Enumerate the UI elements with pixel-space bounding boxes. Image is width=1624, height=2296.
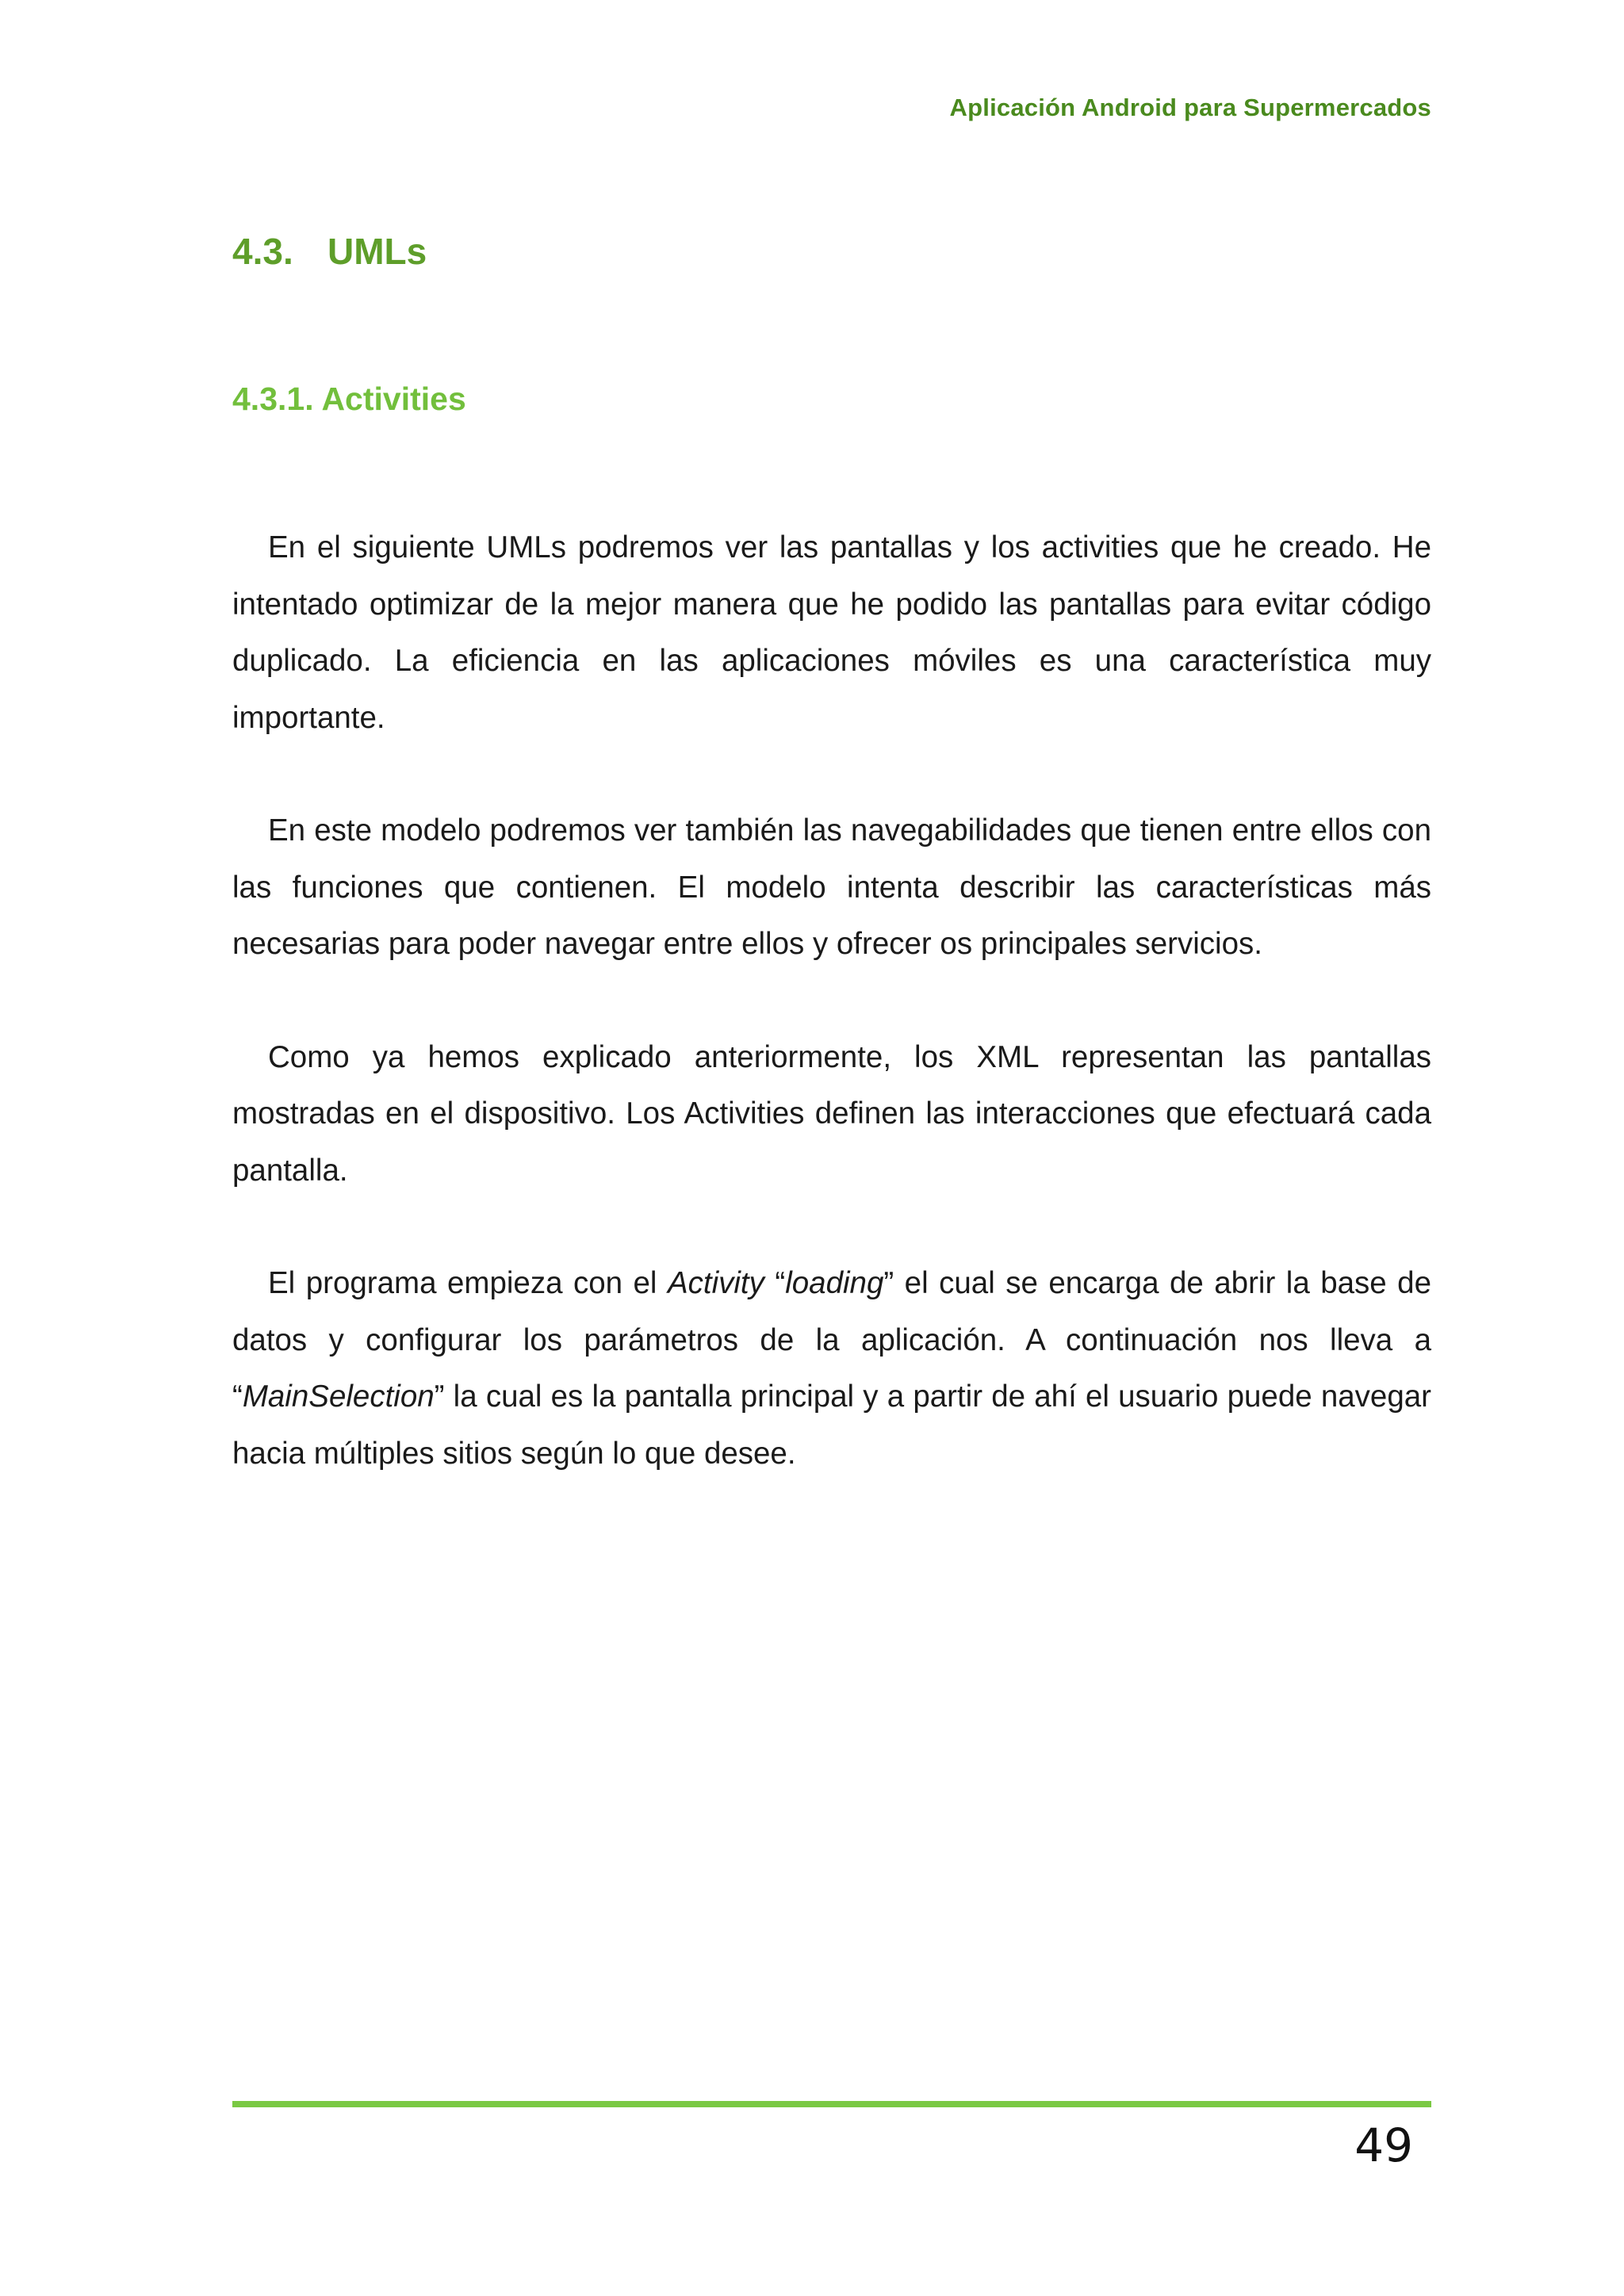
p4-mainselection-term: MainSelection <box>242 1380 435 1414</box>
running-header: Aplicación Android para Supermercados <box>949 94 1431 121</box>
section-number: 4.3. <box>232 231 293 272</box>
section-heading <box>232 230 427 273</box>
p4-text-2: “ <box>764 1266 786 1300</box>
paragraph-1: En el siguiente UMLs podremos ver las pantallas y los activities que he creado. He intentado optimizar de la mejor manera que he podido las pantallas para evitar código duplicado. La eficiencia en las aplicaciones móviles es una característica muy importante. <box>232 530 1431 735</box>
page-number: 49 <box>1354 2118 1413 2172</box>
paragraph-2: En este modelo podremos ver también las navegabilidades que tienen entre ellos con las funciones que contienen. El modelo intenta describir las características más necesarias para poder navegar entre ellos y ofrecer os principales servicios. <box>232 813 1431 961</box>
p4-text-3: ” el cual se encarga de abrir la base de datos y configurar los parámetros de la aplicación. A continuación nos lleva a “ <box>232 1266 1431 1414</box>
paragraph-4 <box>232 1255 1431 1482</box>
footer-rule <box>232 2101 1431 2107</box>
p4-loading-term: loading <box>785 1266 884 1300</box>
subsection-heading: 4.3.1. Activities <box>232 381 466 417</box>
paragraph-3: Como ya hemos explicado anteriormente, los XML representan las pantallas mostradas en el dispositivo. Los Activities definen las interacciones que efectuará cada pantalla. <box>232 1039 1431 1188</box>
p4-activity-term: Activity <box>667 1266 764 1300</box>
section-title: UMLs <box>327 231 427 272</box>
p4-text-4: ” la cual es la pantalla principal y a partir de ahí el usuario puede navegar hacia múltiples sitios según lo que desee. <box>232 1380 1431 1471</box>
body-text <box>232 519 1431 1538</box>
p4-text-1: El programa empieza con el <box>268 1266 668 1300</box>
